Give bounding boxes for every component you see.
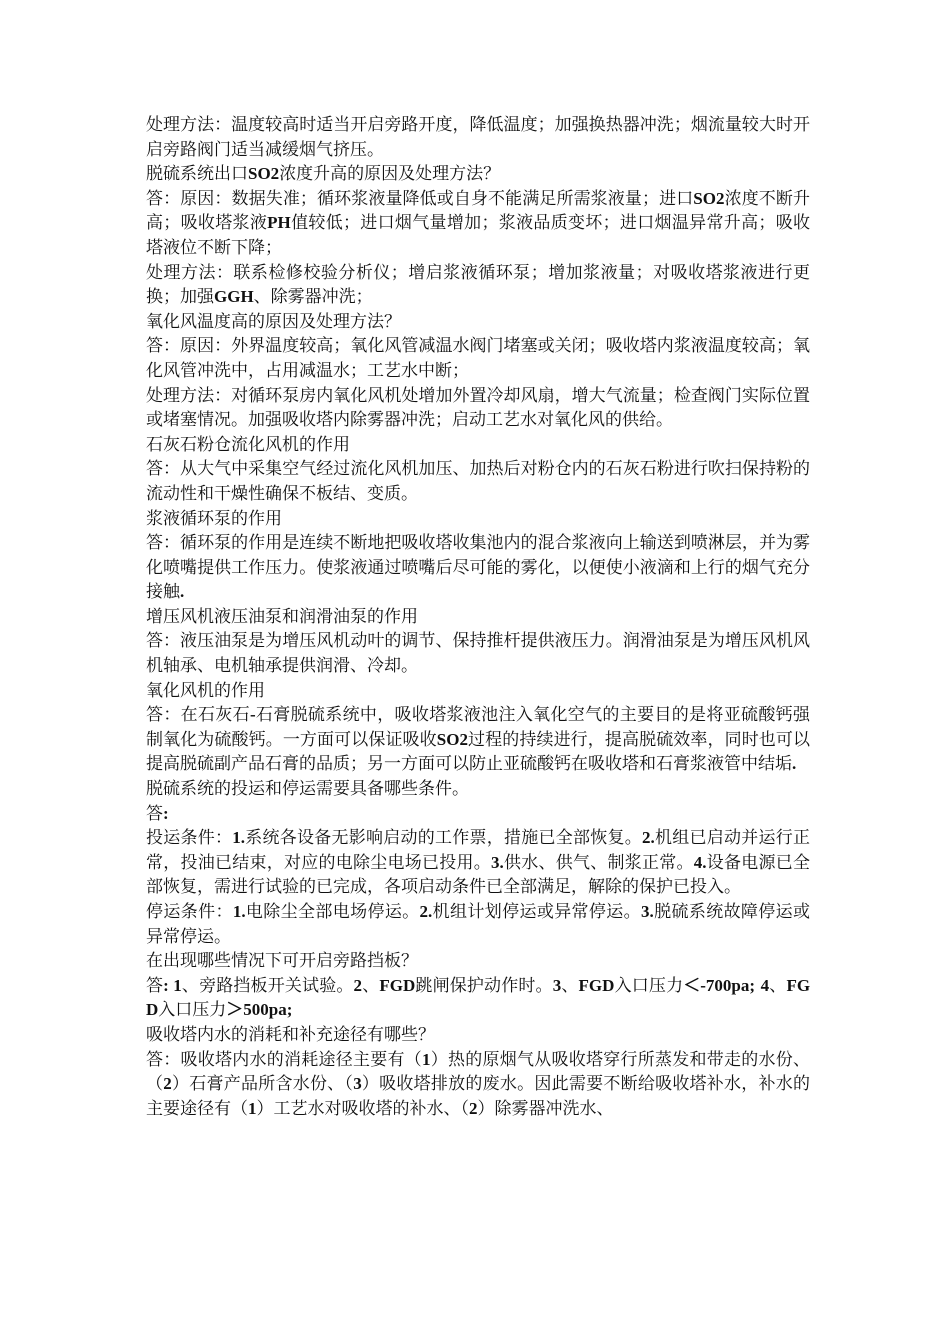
bold-text: -700pa; <box>700 975 756 995</box>
text-run: 答：循环泵的作用是连续不断地把吸收塔收集池内的混合浆液向上输送到喷淋层，并为雾化喷嘴提供工作压力。使浆液通过喷嘴后尽可能的雾化，以便使小液滴和上行的烟气充分接触 <box>146 533 810 603</box>
bold-text: 1. <box>232 828 245 848</box>
text-run: 、旁路挡板开关试验。 <box>181 975 354 996</box>
bold-text: 3. <box>641 902 654 921</box>
paragraph <box>146 777 810 802</box>
paragraph <box>146 113 810 162</box>
text-run: 吸收塔内水的消耗和补充途径有哪些？ <box>146 1024 435 1045</box>
bold-text: : <box>163 803 169 823</box>
paragraph <box>146 703 810 777</box>
paragraph <box>146 261 810 310</box>
bold-text: 1 <box>422 1049 431 1069</box>
text-run: 入口压力 <box>158 1000 227 1021</box>
text-run: 机组计划停运或异常停运。 <box>432 902 642 922</box>
text-run: 在出现哪些情况下可开启旁路挡板？ <box>146 951 418 972</box>
text-run: 答：从大气中采集空气经过流化风机加压、加热后对粉仓内的石灰石粉进行吹扫保持粉的流动性和干燥性确保不板结、变质。 <box>146 459 810 504</box>
text-run: 机组已启动并运行正常，投油已结束，对应的电除尘电场已投用。 <box>146 828 810 873</box>
paragraph <box>146 507 810 532</box>
bold-text: : 1 <box>163 975 182 995</box>
bold-text: SO2 <box>436 729 468 749</box>
text-run: 值较低；进口烟气量增加；浆液品质变坏；进口烟温异常升高；吸收塔液位不断下降； <box>146 213 810 258</box>
bold-text: 3. <box>491 852 504 872</box>
document-body <box>146 113 810 1121</box>
bold-text: - <box>249 705 256 725</box>
paragraph <box>146 384 810 433</box>
bold-text: 1 <box>248 1098 257 1118</box>
bold-text: SO2 <box>248 164 280 184</box>
text-run: 石灰石粉仓流化风机的作用 <box>146 434 350 455</box>
bold-text: 3 <box>552 975 562 995</box>
text-run: 答：在石灰石 <box>146 705 250 726</box>
bold-text: FGD <box>379 975 416 995</box>
text-run: 系统各设备无影响启动的工作票，措施已全部恢复。 <box>245 828 642 849</box>
paragraph <box>146 457 810 506</box>
text-run: 处理方法：对循环泵房内氧化风机处增加外置冷却风扇，增大气流量；检查阀门实际位置或堵塞情况。加强吸收塔内除雾器冲洗；启动工艺水对氧化风的供给。 <box>146 385 810 431</box>
bold-text: 4 <box>760 975 770 995</box>
text-run: 答：原因：数据失准；循环浆液量降低或自身不能满足所需浆液量；进口 <box>146 188 694 209</box>
paragraph <box>146 802 810 827</box>
text-run: 增压风机液压油泵和润滑油泵的作用 <box>146 606 418 627</box>
paragraph <box>146 334 810 383</box>
text-run: 处理方法：温度较高时适当开启旁路开度，降低温度；加强换热器冲洗；烟流量较大时开启旁路阀门适当减缓烟气挤压。 <box>146 115 810 160</box>
bold-text: PH <box>267 213 291 233</box>
text-run: 答：液压油泵是为增压风机动叶的调节、保持推杆提供液压力。润滑油泵是为增压风机风机轴承、电机轴承提供润滑、冷却。 <box>146 631 810 677</box>
paragraph <box>146 433 810 458</box>
text-run: 供水、供气、制浆正常。 <box>503 852 694 873</box>
text-run: 脱硫系统故障停运或异常停运。 <box>146 902 811 947</box>
paragraph <box>146 162 810 187</box>
text-run: ）除雾器冲洗水、 <box>477 1098 614 1119</box>
text-run: 答 <box>146 803 163 824</box>
bold-text: . <box>792 754 797 774</box>
bold-text: 2 <box>353 975 363 995</box>
text-run: 浓度升高的原因及处理方法？ <box>279 164 501 185</box>
bold-text: 2 <box>163 1074 172 1094</box>
bold-text: 1. <box>232 902 246 921</box>
text-run: 氧化风机的作用 <box>146 680 265 701</box>
text-run: ）热的原烟气从吸收塔穿行所蒸发和带走的水份、（ <box>146 1049 810 1095</box>
bold-text: ＞ <box>226 1000 244 1020</box>
paragraph <box>146 974 810 1023</box>
text-run: 、 <box>769 975 787 996</box>
bold-text: ＜ <box>683 975 701 995</box>
paragraph <box>146 187 810 261</box>
text-run: 答：吸收塔内水的消耗途径主要有（ <box>146 1049 422 1070</box>
paragraph <box>146 1048 810 1122</box>
text-run: 答 <box>146 975 164 996</box>
text-run: 氧化风温度高的原因及处理方法？ <box>146 311 401 332</box>
text-run: ）石膏产品所含水份、（ <box>171 1074 354 1095</box>
bold-text: 500pa; <box>243 1000 293 1020</box>
text-run: 浆液循环泵的作用 <box>146 508 282 529</box>
paragraph <box>146 605 810 630</box>
text-run: 电除尘全部电场停运。 <box>245 902 420 922</box>
bold-text: SO2 <box>693 188 725 208</box>
paragraph <box>146 1023 810 1048</box>
paragraph <box>146 826 810 900</box>
paragraph <box>146 679 810 704</box>
text-run: 停运条件： <box>146 902 233 922</box>
text-run: 石膏脱硫系统中，吸收塔浆液池注入氧化空气的主要目的是将亚硫酸钙强制氧化为硫酸钙。一方面可以保证吸收 <box>146 705 811 750</box>
text-run: 跳闸保护动作时。 <box>415 975 553 996</box>
text-run: ）吸收塔排放的废水。因此需要不断给吸收塔补水，补水的主要途径有（ <box>146 1074 811 1119</box>
text-run: 脱硫系统出口 <box>146 164 248 185</box>
bold-text: FGD <box>578 975 615 995</box>
bold-text: 2. <box>419 902 433 921</box>
text-run: 设备电源已全部恢复，需进行试验的已完成，各项启动条件已全部满足，解除的保护已投入。 <box>146 852 810 898</box>
text-run: 答：原因：外界温度较高；氧化风管减温水阀门堵塞或关闭；吸收塔内浆液温度较高；氧化风管冲洗中，占用减温水；工艺水中断； <box>146 336 810 381</box>
paragraph <box>146 949 810 974</box>
bold-text: 2. <box>642 828 655 848</box>
text-run: 脱硫系统的投运和停运需要具备哪些条件。 <box>146 779 469 800</box>
paragraph <box>146 900 810 949</box>
paragraph <box>146 629 810 678</box>
bold-text: 3 <box>353 1074 362 1094</box>
bold-text: GGH <box>214 287 254 307</box>
text-run: 过程的持续进行，提高脱硫效率，同时也可以提高脱硫副产品石膏的品质；另一方面可以防止亚硫酸钙在吸收塔和石膏浆液管中结垢 <box>146 729 811 775</box>
text-run: 、除雾器冲洗； <box>253 287 373 308</box>
paragraph <box>146 310 810 335</box>
bold-text: 2 <box>469 1098 478 1118</box>
text-run: 处理方法：联系检修校验分析仪；增启浆液循环泵；增加浆液量；对吸收塔浆液进行更换；加强 <box>146 262 810 308</box>
bold-text: 4. <box>693 852 707 872</box>
bold-text: . <box>180 582 185 602</box>
bold-text: FGD <box>146 975 811 1020</box>
paragraph <box>146 531 810 605</box>
text-run: 投运条件： <box>146 828 233 849</box>
text-run: 入口压力 <box>614 975 684 996</box>
text-run: 浓度不断升高；吸收塔浆液 <box>146 188 810 234</box>
text-run: ）工艺水对吸收塔的补水、（ <box>256 1098 469 1119</box>
text-run: 、 <box>362 975 380 996</box>
text-run: 、 <box>561 975 579 996</box>
